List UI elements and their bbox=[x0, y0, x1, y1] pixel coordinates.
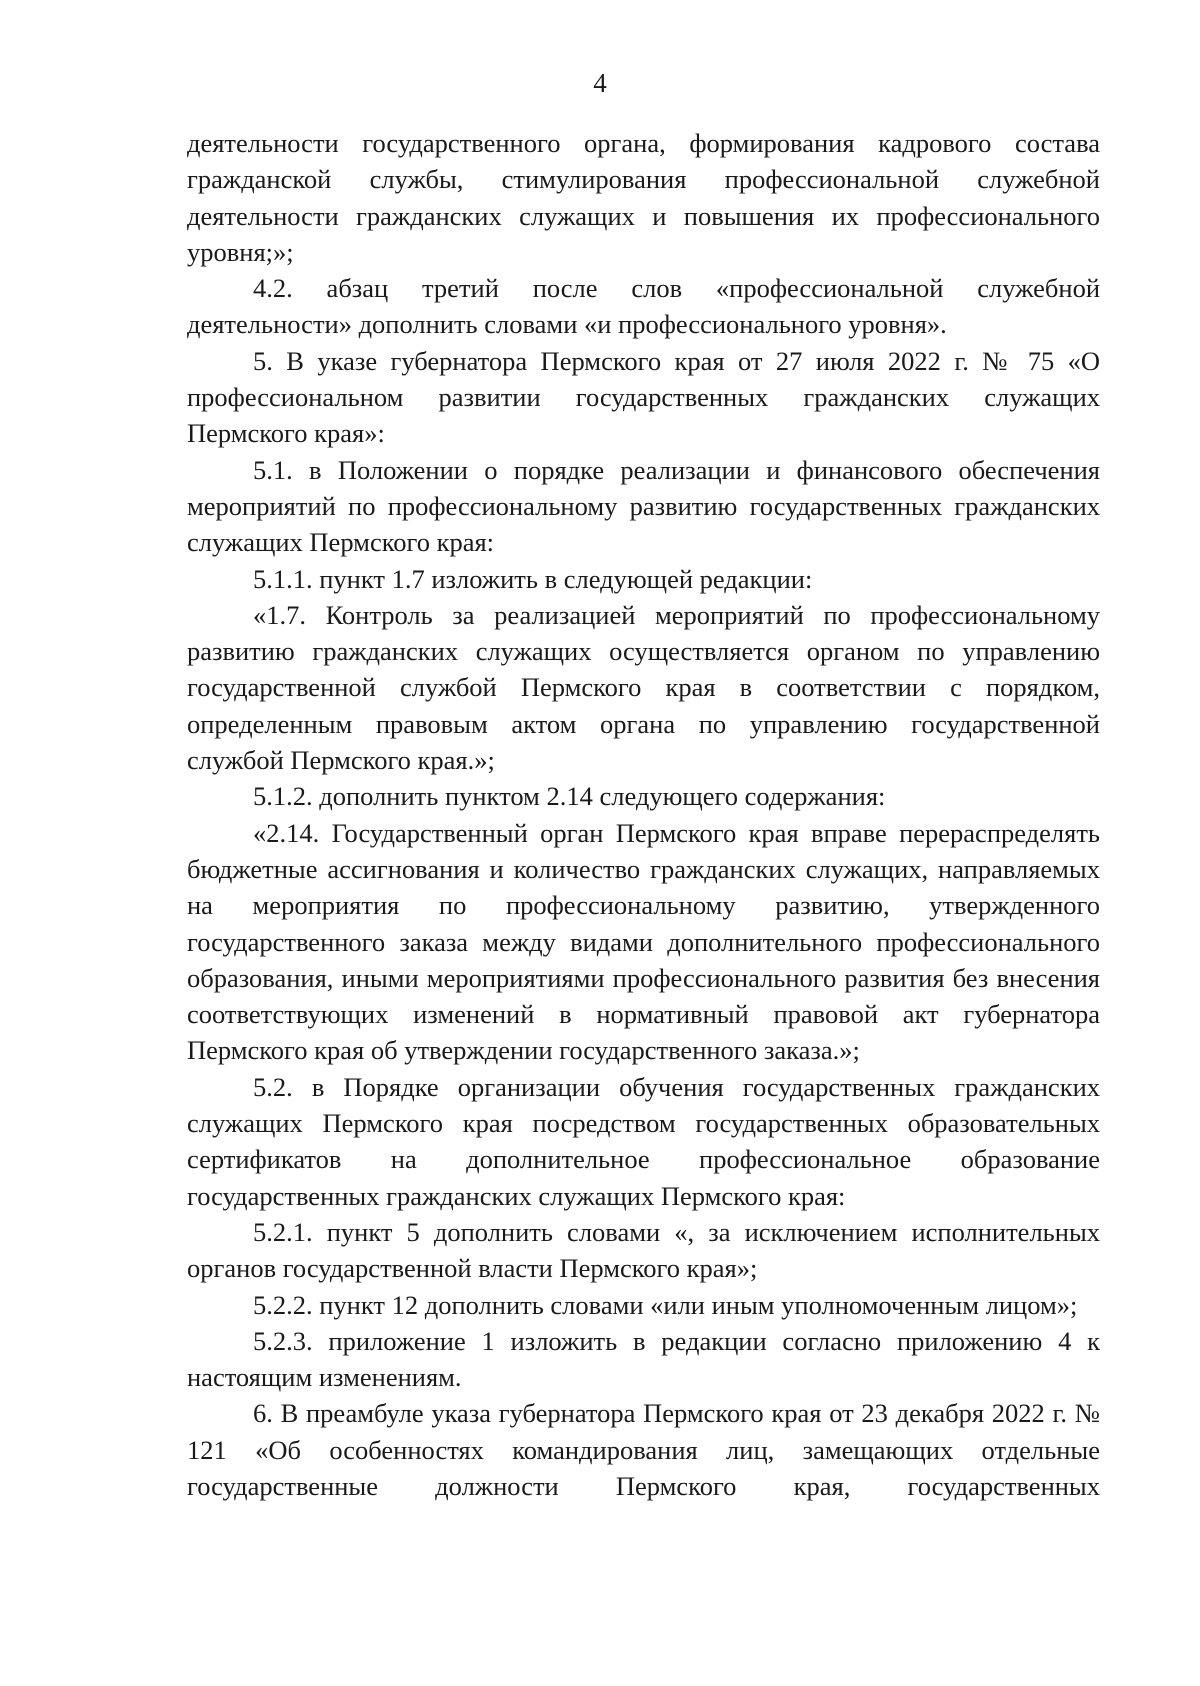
paragraph: 5.1. в Положении о порядке реализации и финансового обеспечения мероприятий по профессиональному развитию государственных гражданских служащих Пермского края: bbox=[187, 454, 1100, 558]
paragraph: 4.2. абзац третий после слов «профессиональной служебной деятельности» дополнить словами «и профессионального уровня». bbox=[187, 273, 1100, 340]
paragraph: 5.2.2. пункт 12 дополнить словами «или иным уполномоченным лицом»; bbox=[253, 1289, 1078, 1320]
paragraph: деятельности государственного органа, формирования кадрового состава гражданской службы, стимулирования профессиональной служебной деятельности гражданских служащих и повышения их профессионального уровня;»; bbox=[187, 128, 1100, 267]
paragraph: «2.14. Государственный орган Пермского края вправе перераспределять бюджетные ассигнования и количество гражданских служащих, направляемых на мероприятия по профессиональному развитию, утвержденного государственного заказа между видами дополнительного профессионального образования, иными мероприятиями профессионального развития без внесения соответствующих изменений в нормативный правовой акт губернатора Пермского края об утверждении государственного заказа.»; bbox=[187, 817, 1100, 1066]
paragraph: «1.7. Контроль за реализацией мероприятий по профессиональному развитию гражданских служащих осуществляется органом по управлению государственной службой Пермского края в соответствии с порядком, определенным правовым актом органа по управлению государственной службой Пермского края.»; bbox=[187, 599, 1100, 776]
paragraph: 5.1.2. дополнить пунктом 2.14 следующего содержания: bbox=[253, 781, 886, 812]
document-body bbox=[187, 125, 1100, 1504]
paragraph: 5.2. в Порядке организации обучения государственных гражданских служащих Пермского края посредством государственных образовательных сертификатов на дополнительное профессиональное образование государственных гражданских служащих Пермского края: bbox=[187, 1071, 1100, 1211]
paragraph: 5.1.1. пункт 1.7 изложить в следующей редакции: bbox=[253, 563, 813, 594]
page-number: 4 bbox=[593, 68, 607, 98]
paragraph: 6. В преамбуле указа губернатора Пермского края от 23 декабря 2022 г. № 121 «Об особенностях командирования лиц, замещающих отдельные государственные должности Пермского края, государственных bbox=[187, 1398, 1100, 1501]
paragraph: 5.2.3. приложение 1 изложить в редакции согласно приложению 4 к настоящим изменениям. bbox=[187, 1325, 1100, 1393]
paragraph: 5.2.1. пункт 5 дополнить словами «, за исключением исполнительных органов государственной власти Пермского края»; bbox=[187, 1216, 1100, 1284]
paragraph: 5. В указе губернатора Пермского края от 27 июля 2022 г. № 75 «О профессиональном развитии государственных гражданских служащих Пермского края»: bbox=[187, 345, 1100, 449]
